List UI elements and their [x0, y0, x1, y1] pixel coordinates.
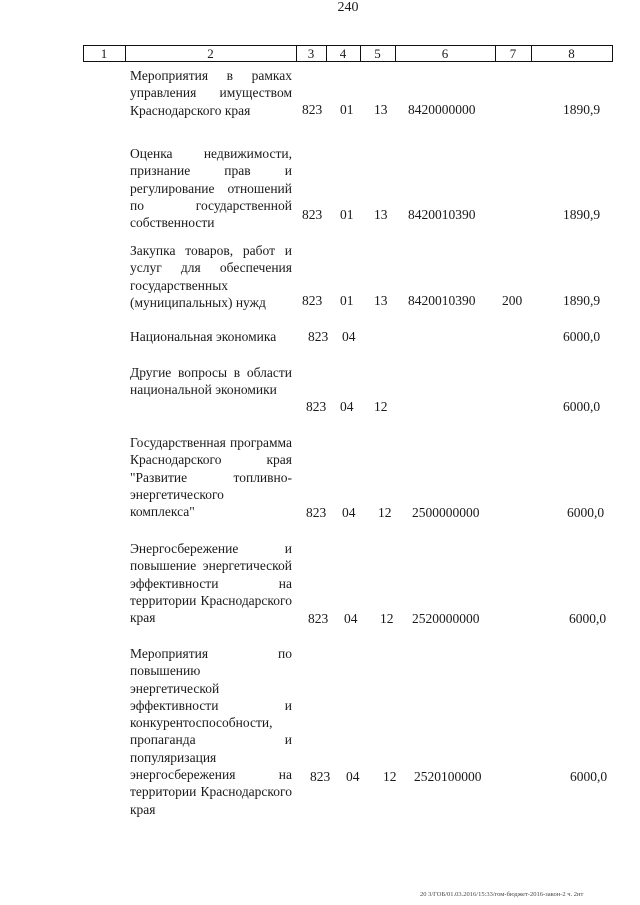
table-row [0, 540, 640, 630]
col-6-value: 8420010390 [408, 293, 476, 308]
col-4-value: 04 [346, 769, 360, 784]
table-row [0, 67, 640, 127]
row-description: Национальная экономика [130, 329, 277, 344]
page-number: 240 [337, 0, 359, 15]
table-row [0, 364, 640, 419]
col-8-value: 6000,0 [563, 399, 601, 414]
row-description: Мероприятия в рамках управления имуществом Краснодарского края [130, 68, 292, 118]
col-6-value: 2500000000 [412, 505, 480, 520]
col-3-value: 823 [302, 207, 323, 222]
header-col-5: 5 [374, 46, 381, 61]
row-description: Государственная программа Краснодарского края "Развитие топливно-энергетического комплекса" [130, 435, 292, 520]
table-header [83, 45, 613, 62]
header-col-1: 1 [100, 46, 108, 61]
header-col-4: 4 [339, 46, 347, 61]
col-3-value: 823 [306, 399, 327, 414]
col-4-value: 01 [340, 293, 354, 308]
header-col-8: 8 [568, 46, 575, 61]
row-description: Другие вопросы в области национальной экономики [130, 365, 292, 398]
table-row [0, 328, 640, 348]
col-5-value: 12 [380, 611, 394, 626]
col-6-value: 2520100000 [414, 769, 482, 784]
table-row [0, 242, 640, 310]
col-3-value: 823 [308, 611, 329, 626]
col-4-value: 04 [344, 611, 358, 626]
col-4-value: 04 [340, 399, 354, 414]
header-divider [612, 45, 613, 62]
col-5-value: 12 [374, 399, 388, 414]
col-5-value: 13 [374, 102, 388, 117]
col-4-value: 01 [340, 102, 354, 117]
col-5-value: 12 [383, 769, 397, 784]
col-4-value: 01 [340, 207, 354, 222]
header-col-7: 7 [509, 46, 517, 61]
col-3-value: 823 [308, 329, 329, 344]
col-3-value: 823 [310, 769, 331, 784]
table-row [0, 145, 640, 231]
col-3-value: 823 [302, 293, 323, 308]
col-3-value: 823 [302, 102, 323, 117]
col-6-value: 8420000000 [408, 102, 476, 117]
table-row [0, 645, 640, 817]
col-8-value: 6000,0 [569, 611, 607, 626]
col-8-value: 6000,0 [570, 769, 608, 784]
col-4-value: 04 [342, 505, 356, 520]
header-col-2: 2 [207, 46, 214, 61]
col-8-value: 1890,9 [563, 102, 601, 117]
col-5-value: 13 [374, 293, 388, 308]
col-8-value: 6000,0 [563, 329, 601, 344]
row-description: Мероприятия по повышению энергетической эффективности и конкурентоспособности, пропаганда и популяризация энергосбережения на территории Краснодарского края [130, 646, 292, 817]
col-8-value: 1890,9 [563, 293, 601, 308]
row-description: Энергосбережение и повышение энергетической эффективности на территории Краснодарского края [130, 541, 292, 626]
col-5-value: 12 [378, 505, 392, 520]
col-6-value: 8420010390 [408, 207, 476, 222]
col-6-value: 2520000000 [412, 611, 480, 626]
col-4-value: 04 [342, 329, 356, 344]
row-description: Оценка недвижимости, признание прав и регулирование отношений по государственной собственности [130, 146, 292, 231]
table-row [0, 434, 640, 524]
col-3-value: 823 [306, 505, 327, 520]
col-8-value: 6000,0 [567, 505, 605, 520]
row-description: Закупка товаров, работ и услуг для обеспечения государственных (муниципальных) нужд [130, 243, 292, 310]
col-5-value: 13 [374, 207, 388, 222]
footer-note: 20 3/ГОБ/01.03.2016/15:33/гом-бюджет-2016-закон-2 ч. 2нт [420, 891, 584, 898]
col-7-value: 200 [502, 293, 523, 308]
col-8-value: 1890,9 [563, 207, 601, 222]
header-col-6: 6 [441, 46, 449, 61]
header-col-3: 3 [307, 46, 315, 61]
